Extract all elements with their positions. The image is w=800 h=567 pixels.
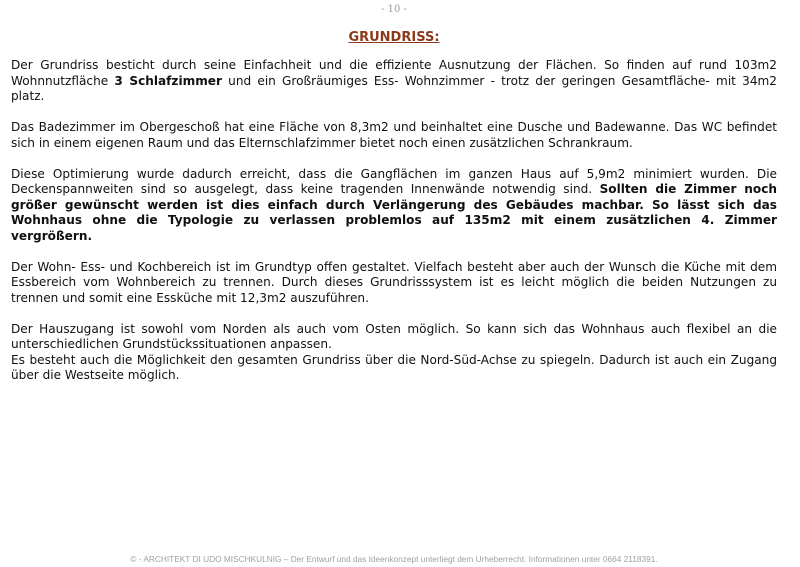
paragraph-text: Der Grundriss besticht durch seine Einfachheit und die effiziente Ausnutzung der Flächen. So finden auf rund 103m2 Wohnnutzfläche	[11, 58, 777, 88]
page-heading: GRUNDRISS:	[348, 30, 440, 45]
paragraph-text: Diese Optimierung wurde dadurch erreicht, dass die Gangflächen im ganzen Haus auf 5,9m2 minimiert wurden. Die Deckenspannweiten sind so ausgelegt, dass keine tragenden Innenwände notwendig sind.	[11, 166, 777, 196]
paragraph-mirroring: Es besteht auch die Möglichkeit den gesamten Grundriss über die Nord-Süd-Achse zu spiegeln. Dadurch ist auch ein Zugang über die Westseite möglich.	[11, 352, 777, 382]
body-text	[11, 58, 777, 399]
paragraph-living-area: Der Wohn- Ess- und Kochbereich ist im Grundtyp offen gestaltet. Vielfach besteht aber auch der Wunsch die Küche mit dem Essbereich vom Wohnbereich zu trennen. Durch dieses Grundrisssystem ist es leicht möglich die beiden Nutzungen zu trennen und somit eine Essküche mit 12,3m2 auszuführen.	[11, 259, 777, 305]
paragraph-entrance: Der Hauszugang ist sowohl vom Norden als auch vom Osten möglich. So kann sich das Wohnhaus auch flexibel an die unterschiedlichen Grundstückssituationen anpassen.	[11, 321, 777, 351]
page-number: - 10 -	[381, 4, 407, 15]
paragraph-floor-plan-intro	[11, 58, 777, 105]
paragraph-bold-text: Sollten die Zimmer noch größer gewünscht werden ist dies einfach durch Verlängerung des Gebäudes machbar. So lässt sich das Wohnhaus ohne die Typologie zu verlassen problemlos auf 135m2 mit einem zusätzlichen 4. Zimmer vergrößern.	[11, 182, 777, 243]
copyright-footer: © - ARCHITEKT DI UDO MISCHKULNIG – Der Entwurf und das Ideenkonzept unterliegt dem Urheberrecht. Informationen unter 0664 2118391.	[130, 554, 658, 564]
paragraph-bathroom: Das Badezimmer im Obergeschoß hat eine Fläche von 8,3m2 und beinhaltet eine Dusche und Badewanne. Das WC befindet sich in einem eigenen Raum und das Elternschlafzimmer bietet noch einen zusätzlichen Schrankraum.	[11, 120, 777, 150]
paragraph-optimization	[11, 167, 777, 245]
paragraph-bold-text: 3 Schlafzimmer	[114, 73, 222, 88]
paragraph-text: und ein Großräumiges Ess- Wohnzimmer - trotz der geringen Gesamtfläche- mit 34m2 platz.	[11, 73, 777, 103]
